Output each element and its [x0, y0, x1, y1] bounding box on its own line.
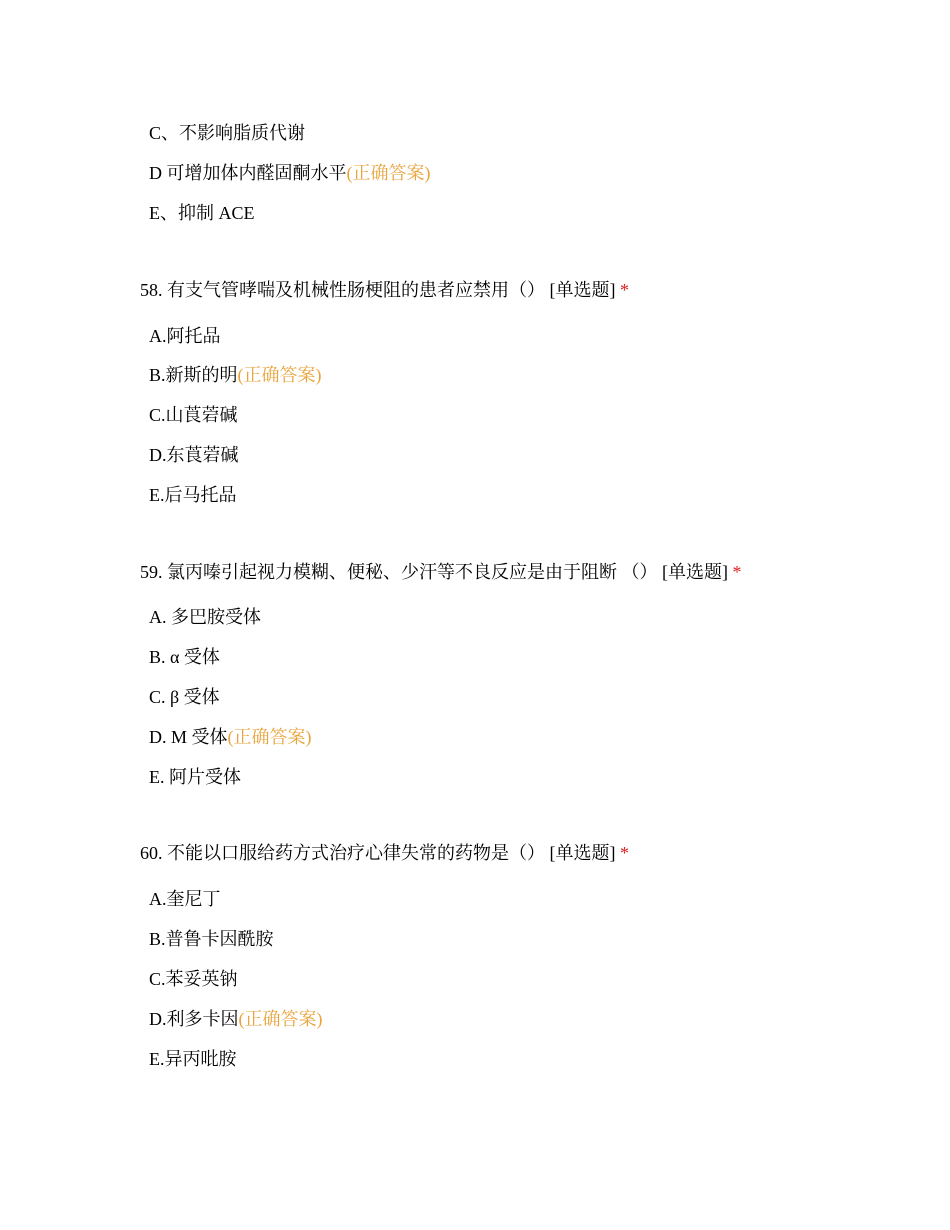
option-a	[149, 605, 261, 629]
option-text: C. β 受体	[149, 687, 220, 707]
correct-answer-marker: (正确答案)	[238, 1009, 323, 1029]
option-e	[149, 1047, 237, 1071]
option-text: D.利多卡因	[149, 1009, 239, 1029]
option-a	[149, 324, 221, 348]
option-b	[149, 927, 274, 951]
option-c	[149, 121, 305, 145]
question-title	[140, 560, 742, 584]
option-text: A.阿托品	[149, 326, 221, 346]
option-text: D 可增加体内醛固酮水平	[149, 163, 347, 183]
question-title	[140, 841, 629, 865]
option-text: E.异丙吡胺	[149, 1049, 237, 1069]
option-d	[149, 1007, 323, 1031]
option-text: D. M 受体	[149, 727, 228, 747]
option-text: E.后马托品	[149, 485, 237, 505]
required-marker: *	[732, 562, 742, 582]
option-c	[149, 685, 220, 709]
option-e	[149, 201, 255, 225]
question-type: [单选题]	[662, 562, 728, 582]
option-d	[149, 443, 239, 467]
required-marker: *	[620, 843, 629, 863]
correct-answer-marker: (正确答案)	[227, 727, 312, 747]
option-text: B.新斯的明	[149, 365, 238, 385]
option-b	[149, 645, 220, 669]
option-b	[149, 363, 322, 387]
option-text: D.东莨菪碱	[149, 445, 239, 465]
option-text: C、不影响脂质代谢	[149, 123, 306, 143]
option-c	[149, 403, 238, 427]
question-type: [单选题]	[549, 280, 616, 300]
option-e	[149, 483, 237, 507]
question-text: 59. 氯丙嗪引起视力模糊、便秘、少汗等不良反应是由于阻断 （）	[140, 562, 658, 582]
option-text: B. α 受体	[149, 647, 220, 667]
option-text: E、抑制 ACE	[149, 203, 255, 223]
required-marker: *	[620, 280, 629, 300]
option-d	[149, 725, 312, 749]
option-text: B.普鲁卡因酰胺	[149, 929, 274, 949]
option-text: C.山莨菪碱	[149, 405, 238, 425]
correct-answer-marker: (正确答案)	[237, 365, 322, 385]
option-text: C.苯妥英钠	[149, 969, 238, 989]
option-c	[149, 967, 238, 991]
question-text: 60. 不能以口服给药方式治疗心律失常的药物是（）	[140, 843, 545, 863]
correct-answer-marker: (正确答案)	[346, 163, 431, 183]
option-e	[149, 765, 241, 789]
option-text: A.奎尼丁	[149, 889, 221, 909]
option-text: E. 阿片受体	[149, 767, 241, 787]
question-type: [单选题]	[549, 843, 616, 863]
option-a	[149, 887, 221, 911]
question-text: 58. 有支气管哮喘及机械性肠梗阻的患者应禁用（）	[140, 280, 545, 300]
option-text: A. 多巴胺受体	[149, 607, 261, 627]
question-title	[140, 278, 629, 302]
option-d	[149, 161, 431, 185]
